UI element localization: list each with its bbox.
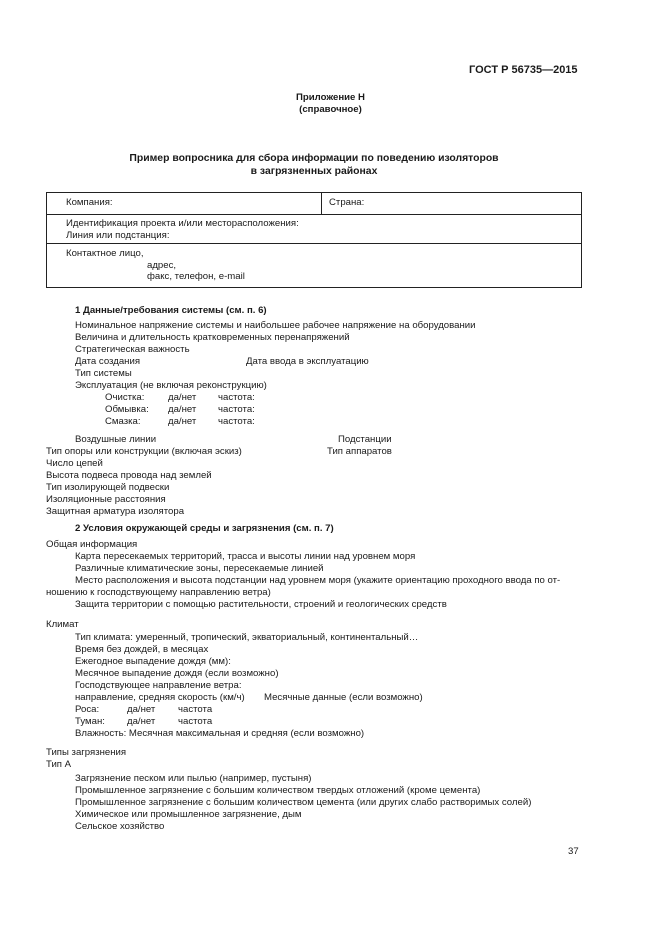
fog-yes-no: да/нет <box>127 716 156 727</box>
greasing-frequency: частота: <box>218 416 255 427</box>
contact-person-field-label: Контактное лицо, <box>66 248 144 259</box>
dry-time-item: Время без дождей, в месяцах <box>75 644 209 655</box>
insulation-distances-item: Изоляционные расстояния <box>46 494 166 505</box>
insulating-suspension-item: Тип изолирующей подвески <box>46 482 170 493</box>
sand-dust-item: Загрязнение песком или пылью (например, пустыня) <box>75 773 312 784</box>
appendix-title: Приложение Н <box>296 92 365 103</box>
dew-frequency: частота <box>178 704 213 715</box>
washing-label: Обмывка: <box>105 404 149 415</box>
contacts-field-label: факс, телефон, e-mail <box>147 271 245 282</box>
overvoltage-item: Величина и длительность кратковременных перенапряжений <box>75 332 350 343</box>
suspension-height-item: Высота подвеса провода над землей <box>46 470 212 481</box>
territory-protection-item: Защита территории с помощью растительности, строений и геологических средств <box>75 599 447 610</box>
strategic-importance-item: Стратегическая важность <box>75 344 190 355</box>
support-type-item: Тип опоры или конструкции (включая эскиз) <box>46 446 242 457</box>
humidity-item: Влажность: Месячная максимальная и средняя (если возможно) <box>75 728 365 739</box>
washing-yes-no: да/нет <box>168 404 197 415</box>
terrain-map-item: Карта пересекаемых территорий, трасса и высоты линии над уровнем моря <box>75 551 416 562</box>
monthly-data-item: Месячные данные (если возможно) <box>264 692 423 703</box>
line-or-substation-field-label: Линия или подстанция: <box>66 230 170 241</box>
substation-location-item: Место расположения и высота подстанции над уровнем моря (укажите ориентацию проходного ввода по от- <box>75 575 561 586</box>
system-type-item: Тип системы <box>75 368 132 379</box>
document-title-line2: в загрязненных районах <box>250 166 378 177</box>
cleaning-frequency: частота: <box>218 392 255 403</box>
page-number: 37 <box>568 846 579 857</box>
annual-rain-item: Ежегодное выпадение дождя (мм): <box>75 656 231 667</box>
fog-label: Туман: <box>75 716 105 727</box>
substations-heading: Подстанции <box>338 434 392 445</box>
type-a-heading: Тип А <box>46 759 72 770</box>
dew-yes-no: да/нет <box>127 704 156 715</box>
commissioning-date-item: Дата ввода в эксплуатацию <box>246 356 369 367</box>
fog-frequency: частота <box>178 716 213 727</box>
standard-number: ГОСТ Р 56735—2015 <box>469 64 578 76</box>
substation-location-continuation: ношению к господствующему направлению ветра) <box>46 587 271 598</box>
project-id-field-label: Идентификация проекта и/или месторасположения: <box>66 218 299 229</box>
industrial-solids-item: Промышленное загрязнение с большим количеством твердых отложений (кроме цемента) <box>75 785 481 796</box>
greasing-label: Смазка: <box>105 416 141 427</box>
company-field-label: Компания: <box>66 197 113 208</box>
chemical-smoke-item: Химическое или промышленное загрязнение, дым <box>75 809 302 820</box>
table-row-divider <box>47 243 581 244</box>
wind-speed-item: направление, средняя скорость (км/ч) <box>75 692 245 703</box>
table-row-divider <box>47 214 581 215</box>
circuits-item: Число цепей <box>46 458 103 469</box>
protective-fittings-item: Защитная арматура изолятора <box>46 506 185 517</box>
climate-zones-item: Различные климатические зоны, пересекаемые линией <box>75 563 324 574</box>
washing-frequency: частота: <box>218 404 255 415</box>
creation-date-item: Дата создания <box>75 356 141 367</box>
wind-direction-item: Господствующее направление ветра: <box>75 680 242 691</box>
country-field-label: Страна: <box>329 197 365 208</box>
nominal-voltage-item: Номинальное напряжение системы и наибольшее рабочее напряжение на оборудовании <box>75 320 476 331</box>
industrial-cement-item: Промышленное загрязнение с большим количеством цемента (или других слабо растворимых солей) <box>75 797 532 808</box>
address-field-label: адрес, <box>147 260 177 271</box>
pollution-types-heading: Типы загрязнения <box>46 747 127 758</box>
operation-item: Эксплуатация (не включая реконструкцию) <box>75 380 267 391</box>
greasing-yes-no: да/нет <box>168 416 197 427</box>
general-info-heading: Общая информация <box>46 539 138 550</box>
dew-label: Роса: <box>75 704 100 715</box>
cleaning-label: Очистка: <box>105 392 145 403</box>
section1-heading: 1 Данные/требования системы (см. п. 6) <box>75 305 267 316</box>
document-title-line1: Пример вопросника для сбора информации по поведению изоляторов <box>129 153 499 164</box>
table-column-divider <box>321 193 322 214</box>
monthly-rain-item: Месячное выпадение дождя (если возможно) <box>75 668 279 679</box>
appendix-subtitle: (справочное) <box>299 104 362 115</box>
section2-heading: 2 Условия окружающей среды и загрязнения (см. п. 7) <box>75 523 334 534</box>
climate-type-item: Тип климата: умеренный, тропический, экваториальный, континентальный… <box>75 632 419 643</box>
apparatus-type-item: Тип аппаратов <box>327 446 392 457</box>
agriculture-item: Сельское хозяйство <box>75 821 165 832</box>
cleaning-yes-no: да/нет <box>168 392 197 403</box>
climate-heading: Климат <box>46 619 79 630</box>
overhead-lines-heading: Воздушные линии <box>75 434 157 445</box>
